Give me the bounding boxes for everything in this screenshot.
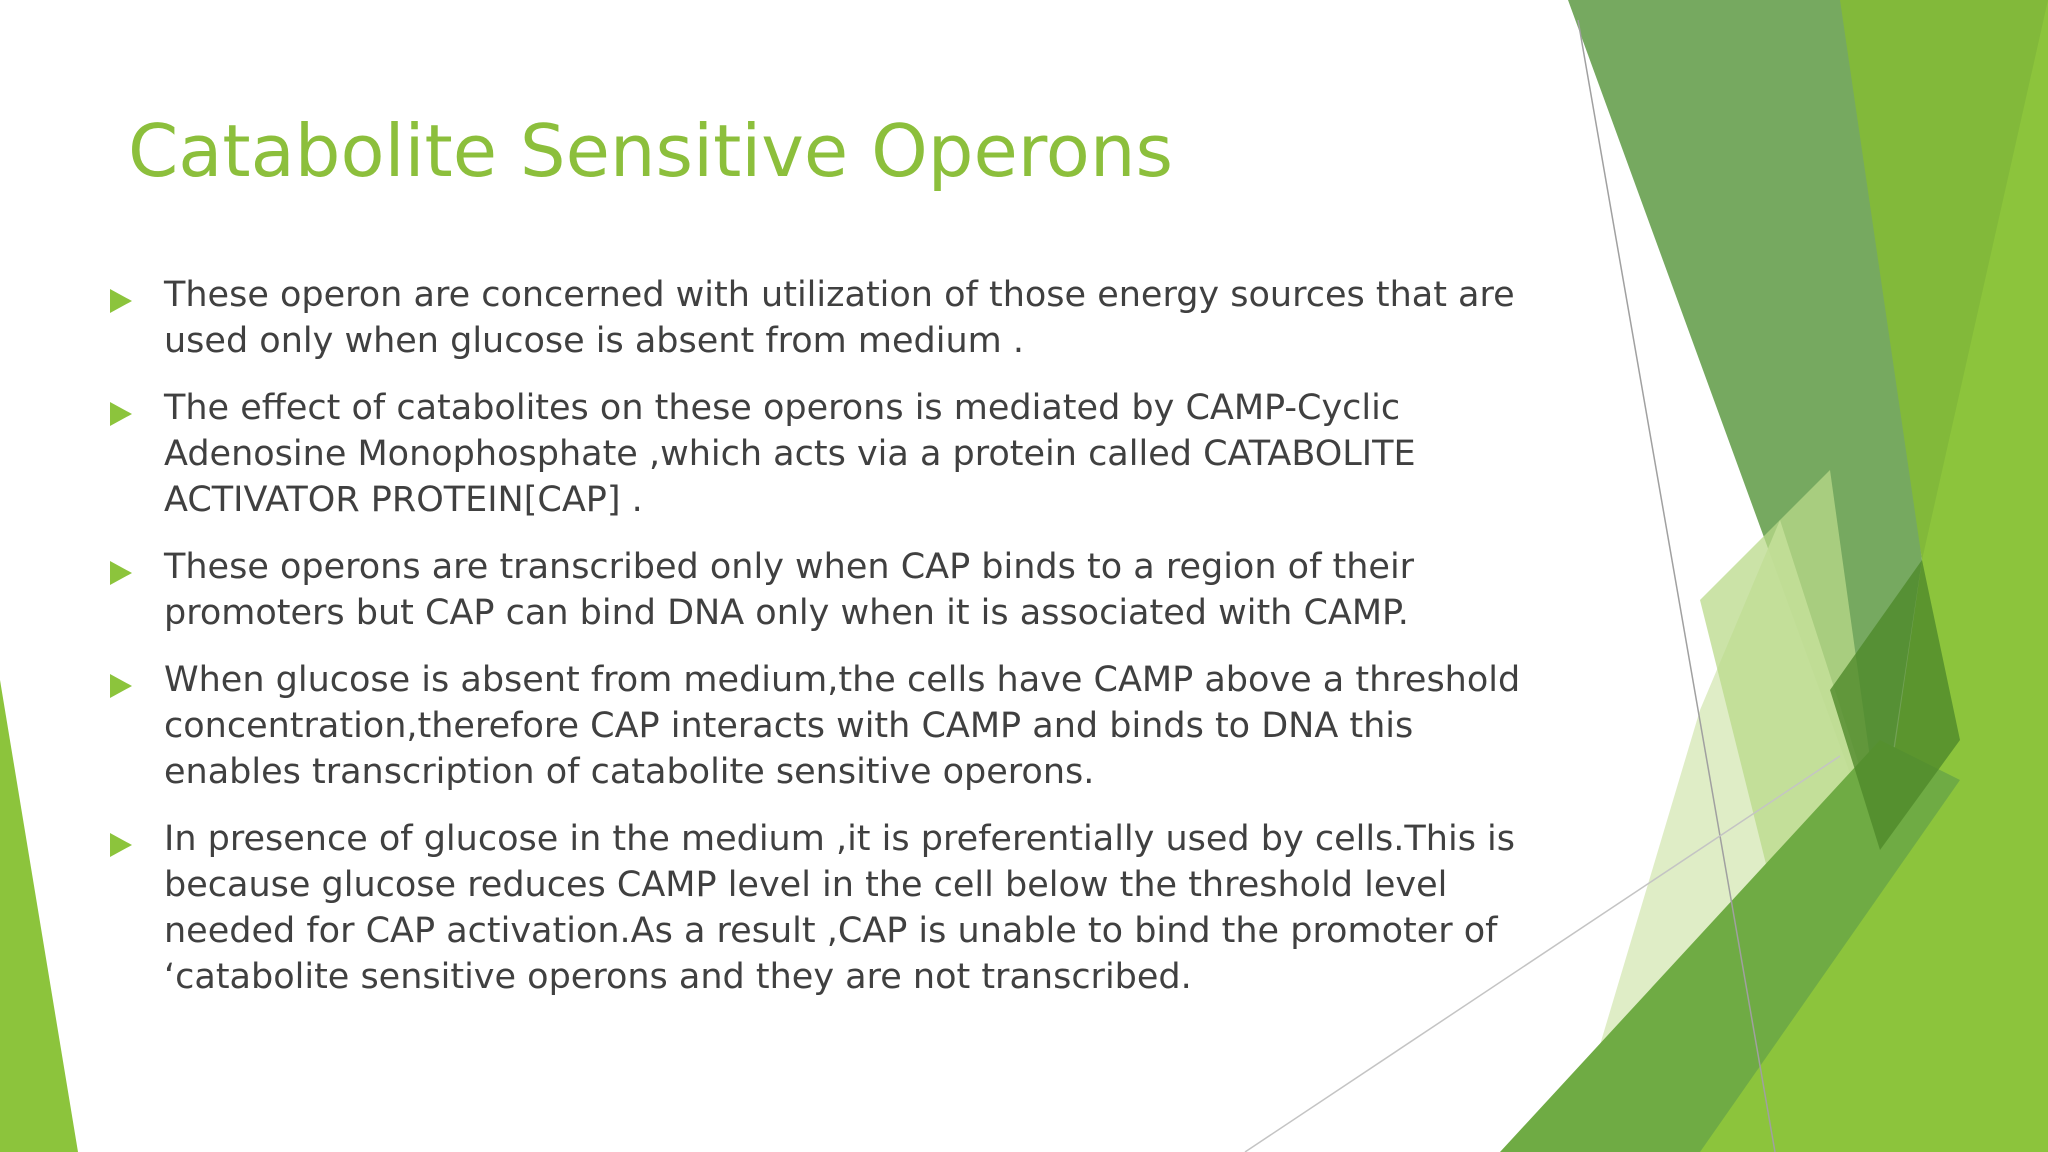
triangle-bullet-icon	[110, 674, 132, 698]
bullet-item	[108, 544, 1528, 636]
bullet-item	[108, 385, 1528, 523]
triangle-bullet-icon	[110, 561, 132, 585]
bullet-text: These operon are concerned with utilization of those energy sources that are used only when glucose is absent from medium .	[164, 275, 1515, 361]
bullet-text: The effect of catabolites on these operons is mediated by CAMP-Cyclic Adenosine Monophosphate ,which acts via a protein called CATABOLITE ACTIVATOR PROTEIN[CAP] .	[164, 388, 1416, 520]
bullet-item	[108, 272, 1528, 364]
bullet-text: When glucose is absent from medium,the cells have CAMP above a threshold concentration,therefore CAP interacts with CAMP and binds to DNA this enables transcription of catabolite sensitive operons.	[164, 660, 1521, 792]
bullet-list	[108, 272, 1528, 1021]
left-edge-shape	[0, 680, 78, 1152]
triangle-bullet-icon	[110, 833, 132, 857]
triangle-bullet-icon	[110, 289, 132, 313]
bullet-item	[108, 657, 1528, 795]
triangle-bullet-icon	[110, 402, 132, 426]
slide-title: Catabolite Sensitive Operons	[128, 109, 1173, 193]
bullet-text: In presence of glucose in the medium ,it is preferentially used by cells.This is because glucose reduces CAMP level in the cell below the threshold level needed for CAP activation.As a result ,CAP is unable to bind the promoter of ‘catabolite sensitive operons and they are not transcribed.	[164, 819, 1516, 997]
bullet-text: These operons are transcribed only when CAP binds to a region of their promoters but CAP can bind DNA only when it is associated with CAMP.	[164, 547, 1415, 633]
bullet-item	[108, 816, 1528, 1000]
